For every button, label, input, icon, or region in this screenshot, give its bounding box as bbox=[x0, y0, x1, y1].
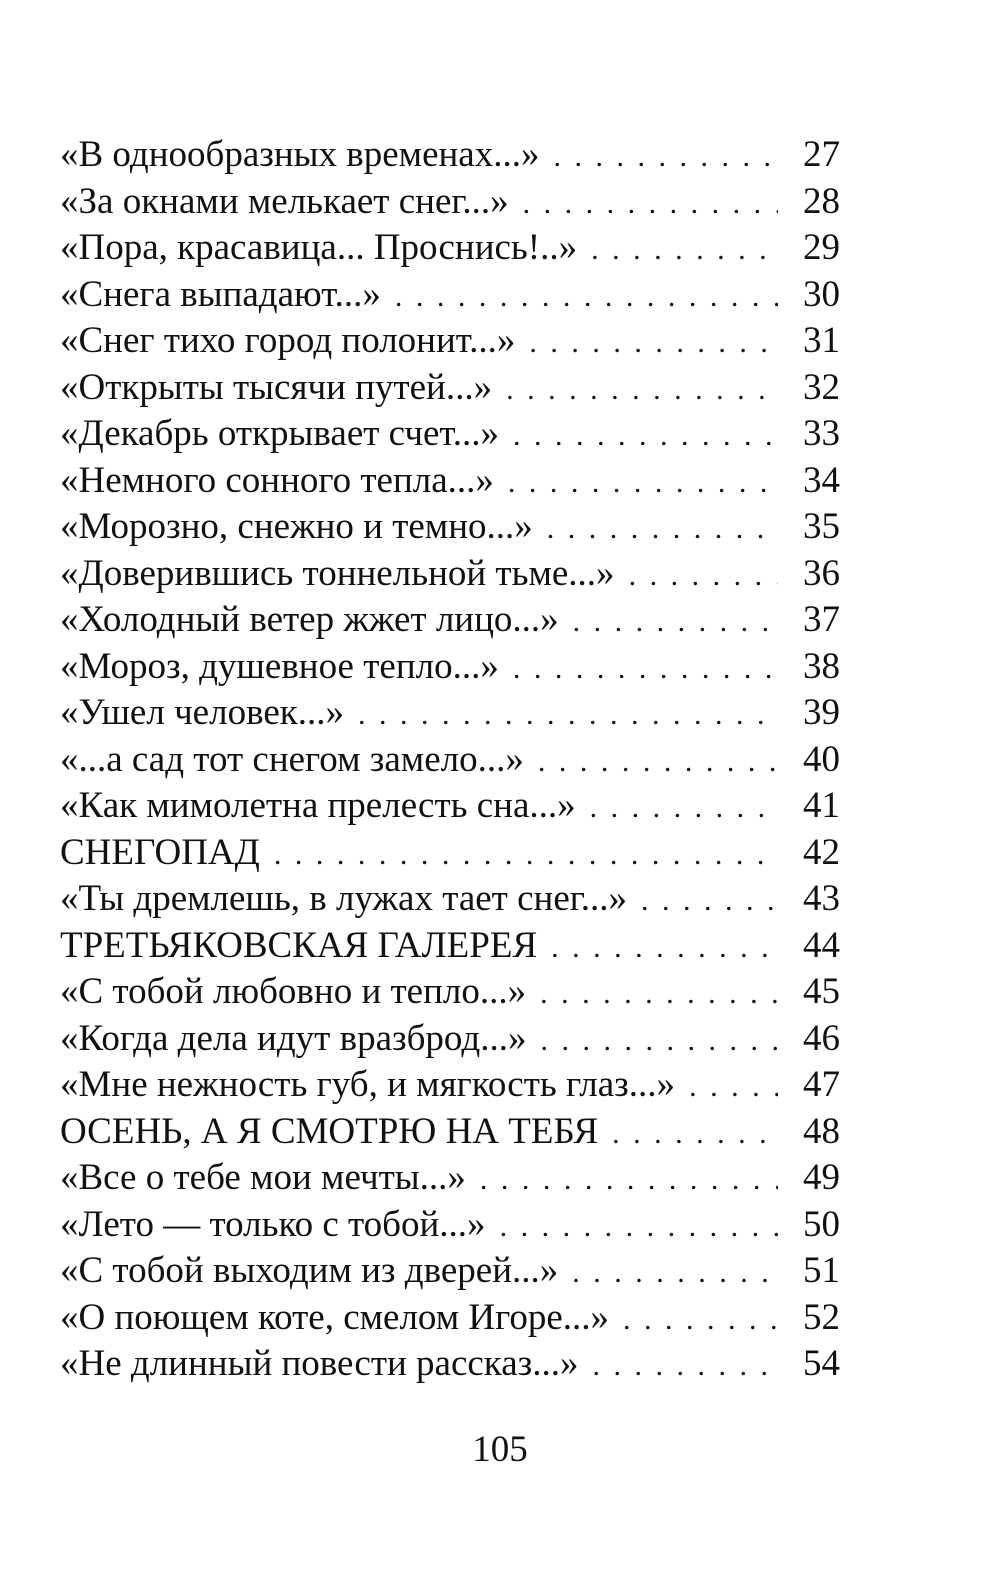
toc-entry bbox=[60, 644, 840, 691]
toc-entry-page: 30 bbox=[803, 273, 840, 315]
toc-entry-page: 34 bbox=[803, 459, 840, 501]
dot-leader bbox=[551, 925, 778, 972]
dot-leader bbox=[591, 227, 778, 274]
toc-entry bbox=[60, 969, 840, 1016]
toc-entry-title: «С тобой выходим из дверей...» bbox=[60, 1250, 559, 1291]
toc-entry-title: «Холодный ветер жжет лицо...» bbox=[60, 599, 559, 640]
dot-leader bbox=[480, 1157, 778, 1204]
toc-entry bbox=[60, 1202, 840, 1249]
toc-entry bbox=[60, 830, 840, 877]
toc-entry-page: 39 bbox=[803, 692, 840, 733]
toc-entry bbox=[60, 1109, 840, 1156]
toc-entry bbox=[60, 690, 840, 737]
dot-leader bbox=[538, 739, 778, 786]
toc-entry bbox=[60, 1062, 840, 1109]
toc-entry bbox=[60, 225, 840, 272]
toc-entry bbox=[60, 504, 840, 551]
toc-entry-title: «Снег тихо город полонит...» bbox=[60, 320, 516, 361]
toc-entry bbox=[60, 1155, 840, 1202]
dot-leader bbox=[523, 181, 778, 228]
toc-entry-page: 46 bbox=[803, 1017, 840, 1059]
toc-entry-page: 40 bbox=[803, 738, 840, 780]
dot-leader bbox=[500, 1204, 778, 1251]
toc-entry-title: «Открыты тысячи путей...» bbox=[60, 366, 493, 408]
toc-entry-title: «Пора, красавица... Проснись!..» bbox=[60, 227, 578, 268]
dot-leader bbox=[629, 553, 778, 600]
toc-entry-page: 33 bbox=[803, 413, 840, 454]
toc-entry-title: «Ушел человек...» bbox=[60, 692, 344, 733]
toc-entry-title: «Морозно, снежно и темно...» bbox=[60, 506, 533, 547]
toc-entry-title: «Лето — только с тобой...» bbox=[60, 1203, 486, 1245]
dot-leader bbox=[553, 134, 778, 181]
dot-leader bbox=[513, 413, 778, 460]
toc-entry-title: «Мне нежность губ, и мягкость глаз...» bbox=[60, 1064, 676, 1105]
toc-entry bbox=[60, 272, 840, 319]
dot-leader bbox=[573, 599, 778, 646]
toc-entry-title: «Как мимолетна прелесть сна...» bbox=[60, 785, 576, 826]
toc-entry-page: 35 bbox=[803, 506, 840, 547]
toc-entry-page: 51 bbox=[803, 1250, 840, 1291]
dot-leader bbox=[593, 1343, 778, 1390]
dot-leader bbox=[540, 971, 778, 1018]
dot-leader bbox=[612, 1111, 778, 1158]
dot-leader bbox=[540, 1018, 778, 1065]
toc-entry-title: СНЕГОПАД bbox=[60, 831, 260, 873]
toc-entry-title: «Немного сонного тепла...» bbox=[60, 459, 494, 501]
dot-leader bbox=[513, 646, 778, 693]
toc-entry-title: «Не длинный повести рассказ...» bbox=[60, 1343, 579, 1384]
dot-leader bbox=[689, 1064, 778, 1111]
toc-entry-page: 50 bbox=[803, 1203, 840, 1245]
dot-leader bbox=[547, 506, 778, 553]
toc-entry-title: «С тобой любовно и тепло...» bbox=[60, 971, 527, 1012]
page-number: 105 bbox=[472, 1429, 528, 1470]
toc-entry bbox=[60, 1295, 840, 1342]
toc-entry-page: 31 bbox=[803, 320, 840, 361]
toc-entry-page: 36 bbox=[803, 552, 840, 594]
toc-entry-page: 52 bbox=[803, 1296, 840, 1338]
toc-entry-title: «Мороз, душевное тепло...» bbox=[60, 645, 499, 687]
toc-entry bbox=[60, 1016, 840, 1063]
toc-entry-page: 49 bbox=[803, 1157, 840, 1198]
toc-entry bbox=[60, 132, 840, 179]
toc-entry-page: 29 bbox=[803, 227, 840, 268]
toc-entry-title: «Доверившись тоннельной тьме...» bbox=[60, 552, 615, 594]
toc-entry-title: «За окнами мелькает снег...» bbox=[60, 180, 509, 222]
toc-entry-page: 43 bbox=[803, 878, 840, 919]
dot-leader bbox=[572, 1250, 778, 1297]
toc-entry-page: 37 bbox=[803, 599, 840, 640]
toc-entry bbox=[60, 411, 840, 458]
toc-entry-title: «Снега выпадают...» bbox=[60, 273, 381, 315]
dot-leader bbox=[590, 785, 778, 832]
toc-entry bbox=[60, 551, 840, 598]
toc-entry-page: 44 bbox=[803, 924, 840, 966]
toc-entry-page: 48 bbox=[803, 1110, 840, 1152]
toc-entry-title: «О поющем коте, смелом Игоре...» bbox=[60, 1296, 610, 1338]
toc-entry bbox=[60, 179, 840, 226]
dot-leader bbox=[508, 460, 778, 507]
toc-entry-title: «В однообразных временах...» bbox=[60, 134, 540, 175]
dot-leader bbox=[623, 1297, 778, 1344]
toc-entry bbox=[60, 365, 840, 412]
toc-entry bbox=[60, 1341, 840, 1388]
toc-entry-page: 45 bbox=[803, 971, 840, 1012]
toc-entry-page: 38 bbox=[803, 645, 840, 687]
dot-leader bbox=[529, 320, 778, 367]
toc-entry-page: 28 bbox=[803, 180, 840, 222]
toc-entry-page: 47 bbox=[803, 1064, 840, 1105]
toc-entry-title: ОСЕНЬ, А Я СМОТРЮ НА ТЕБЯ bbox=[60, 1110, 599, 1152]
toc-entry-page: 32 bbox=[803, 366, 840, 408]
toc-entry bbox=[60, 737, 840, 784]
toc-entry bbox=[60, 1248, 840, 1295]
toc-entry-title: «...а сад тот снегом замело...» bbox=[60, 738, 524, 780]
toc-entry-page: 41 bbox=[803, 785, 840, 826]
toc-entry-title: «Все о тебе мои мечты...» bbox=[60, 1157, 466, 1198]
toc-entry-page: 54 bbox=[803, 1343, 840, 1384]
toc-entry-title: «Ты дремлешь, в лужах тает снег...» bbox=[60, 878, 627, 919]
toc-entry bbox=[60, 458, 840, 505]
toc-entry bbox=[60, 597, 840, 644]
toc-entry-page: 42 bbox=[803, 831, 840, 873]
table-of-contents bbox=[60, 132, 840, 1388]
toc-entry bbox=[60, 876, 840, 923]
toc-entry-title: «Когда дела идут вразброд...» bbox=[60, 1017, 527, 1059]
dot-leader bbox=[641, 878, 778, 925]
dot-leader bbox=[506, 367, 778, 414]
dot-leader bbox=[274, 832, 778, 879]
toc-entry bbox=[60, 783, 840, 830]
toc-entry-title: «Декабрь открывает счет...» bbox=[60, 413, 500, 454]
toc-entry-title: ТРЕТЬЯКОВСКАЯ ГАЛЕРЕЯ bbox=[60, 924, 538, 966]
dot-leader bbox=[395, 274, 778, 321]
toc-entry bbox=[60, 318, 840, 365]
toc-entry bbox=[60, 923, 840, 970]
dot-leader bbox=[358, 692, 778, 739]
toc-entry-page: 27 bbox=[803, 134, 840, 175]
